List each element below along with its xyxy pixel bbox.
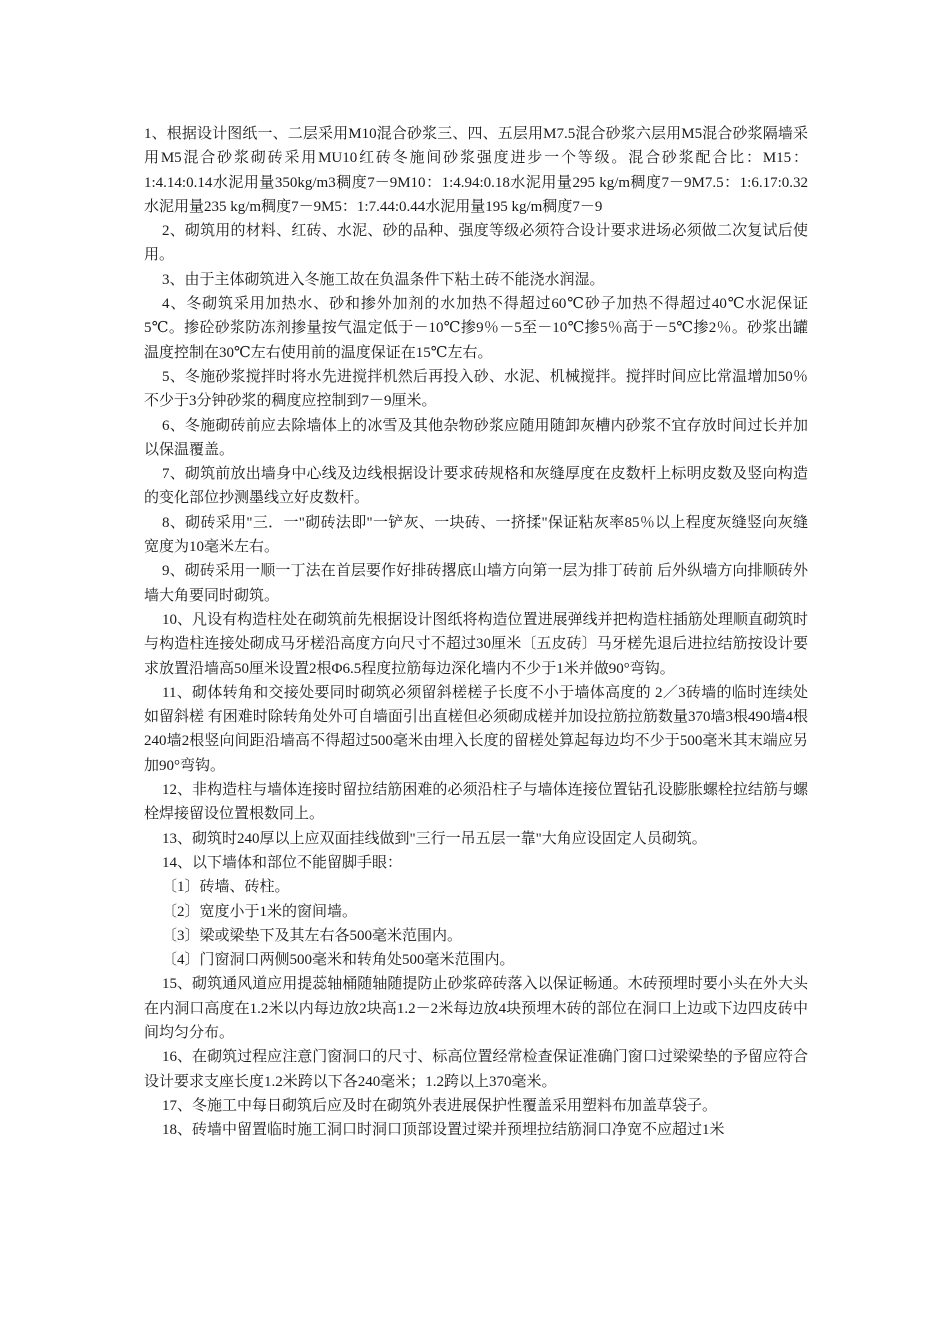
paragraph-10: 10、凡设有构造柱处在砌筑前先根据设计图纸将构造位置进展弹线并把构造柱插筋处理顺直砌筑时与构造柱连接处砌成马牙槎沿高度方向尺寸不超过30厘米〔五皮砖〕马牙槎先退后进拉结筋按设计要求放置沿墙高50厘米设置2根Φ6.5程度拉筋每边深化墙内不少于1米并做90°弯钩。 — [144, 611, 808, 677]
paragraph-5: 5、冬施砂浆搅拌时将水先进搅拌机然后再投入砂、水泥、机械搅拌。搅拌时间应比常温增加50％不少于3分钟砂浆的稠度应控制到7－9厘米。 — [144, 368, 808, 410]
paragraph-4: 4、冬砌筑采用加热水、砂和掺外加剂的水加热不得超过60℃砂子加热不得超过40℃水泥保证5℃。掺砼砂浆防冻剂掺量按气温定低于－10℃掺9％－5至－10℃掺5％高于－5℃掺2％。砂浆出罐温度控制在30℃左右使用前的温度保证在15℃左右。 — [144, 296, 808, 361]
paragraph-7: 7、砌筑前放出墙身中心线及边线根据设计要求砖规格和灰缝厚度在皮数杆上标明皮数及竖向构造的变化部位抄测墨线立好皮数杆。 — [144, 466, 808, 507]
list-item-4: 〔4〕门窗洞口两侧500毫米和转角处500毫米范围内。 — [162, 952, 515, 969]
paragraph-12: 12、非构造柱与墙体连接时留拉结筋困难的必须沿柱子与墙体连接位置钻孔设膨胀螺栓拉结筋与螺栓焊接留设位置根数同上。 — [144, 782, 808, 823]
paragraph-11: 11、砌体转角和交接处要同时砌筑必须留斜槎槎子长度不小于墙体高度的 2／3砖墙的临时连续处如留斜槎 有困难时除转角处外可自墙面引出直槎但必须砌成槎并加设拉筋拉筋数量370墙3根490墙4根240墙2根竖向间距沿墙高不得超过500毫米由埋入长度的留槎处算起每边均不少于500毫米其末端应另加90°弯钩。 — [144, 684, 808, 774]
paragraph-16: 16、在砌筑过程应注意门窗洞口的尺寸、标高位置经常检查保证准确门窗口过梁梁垫的予留应符合设计要求支座长度1.2米跨以下各240毫米；1.2跨以上370毫米。 — [144, 1049, 808, 1090]
paragraph-13: 13、砌筑时240厚以上应双面挂线做到"三行一吊五层一靠"大角应设固定人员砌筑。 — [162, 830, 707, 847]
list-item-2: 〔2〕宽度小于1米的窗间墙。 — [162, 903, 358, 920]
paragraph-3: 3、由于主体砌筑进入冬施工故在负温条件下粘土砖不能浇水润湿。 — [162, 271, 605, 288]
document-body — [144, 122, 808, 1142]
list-item-3: 〔3〕梁或梁垫下及其左右各500毫米范围内。 — [162, 927, 463, 944]
paragraph-2: 2、砌筑用的材料、红砖、水泥、砂的品种、强度等级必须符合设计要求进场必须做二次复试后使用。 — [144, 223, 808, 264]
paragraph-14: 14、以下墙体和部位不能留脚手眼： — [162, 854, 403, 871]
paragraph-9: 9、砌砖采用一顺一丁法在首层要作好排砖撂底山墙方向第一层为排丁砖前 后外纵墙方向排顺砖外墙大角要同时砌筑。 — [144, 563, 808, 604]
paragraph-17: 17、冬施工中每日砌筑后应及时在砌筑外表进展保护性覆盖采用塑料布加盖草袋子。 — [162, 1097, 718, 1114]
paragraph-6: 6、冬施砌砖前应去除墙体上的冰雪及其他杂物砂浆应随用随卸灰槽内砂浆不宜存放时间过长并加以保温覆盖。 — [144, 417, 808, 458]
paragraph-8: 8、砌砖采用"三．一"砌砖法即"一铲灰、一块砖、一挤揉"保证粘灰率85％以上程度灰缝竖向灰缝宽度为10毫米左右。 — [144, 514, 808, 556]
paragraph-18: 18、砖墙中留置临时施工洞口时洞口顶部设置过梁并预埋拉结筋洞口净宽不应超过1米 — [162, 1122, 725, 1139]
list-item-1: 〔1〕砖墙、砖柱。 — [162, 879, 290, 896]
paragraph-15: 15、砌筑通风道应用提蕊轴桶随轴随提防止砂浆碎砖落入以保证畅通。木砖预埋时要小头在外大头在内洞口高度在1.2米以内每边放2块高1.2－2米每边放4块预埋木砖的部位在洞口上边或下边四皮砖中间均匀分布。 — [144, 976, 808, 1041]
paragraph-1: 1、根据设计图纸一、二层采用M10混合砂浆三、四、五层用M7.5混合砂浆六层用M5混合砂浆隔墙采用M5混合砂浆砌砖采用MU10红砖冬施间砂浆强度进步一个等级。混合砂浆配合比：M15：1:4.14:0.14水泥用量350kg/m3稠度7－9M10：1:4.94:0.18水泥用量295 kg/m稠度7－9M7.5：1:6.17:0.32水泥用量235 kg/m稠度7－9M5：1:7.44:0.44水泥用量195 kg/m稠度7－9 — [144, 126, 808, 215]
